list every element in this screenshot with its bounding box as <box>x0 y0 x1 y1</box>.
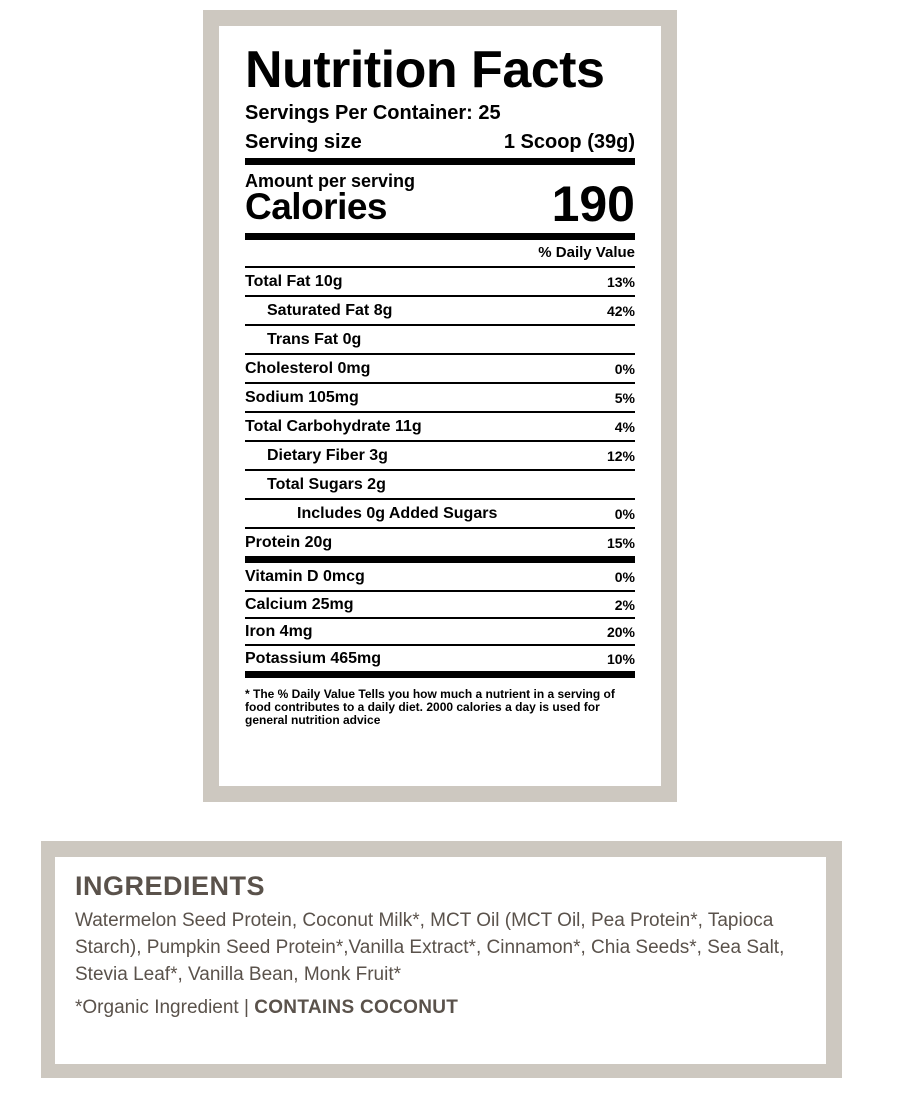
nutrition-label <box>219 26 661 786</box>
nutrient-row <box>245 382 635 411</box>
calories-value: 190 <box>551 176 635 232</box>
nutrient-row <box>245 498 635 527</box>
nutrient-row <box>245 266 635 295</box>
vitamin-dv: 0% <box>614 568 635 585</box>
nutrient-dv: 12% <box>606 447 635 464</box>
divider-thick <box>245 671 635 678</box>
serving-size-label: Serving size <box>245 131 362 153</box>
nutrient-name: Trans Fat 0g <box>267 330 362 348</box>
servings-per-container <box>245 100 635 126</box>
ingredients-frame <box>41 841 842 1078</box>
daily-value-footnote: * The % Daily Value Tells you how much a nutrient in a serving of food contributes to a daily diet. 2000 calories a day is used for general nutrition advice <box>245 687 615 727</box>
vitamin-row <box>245 590 635 617</box>
nutrient-dv: 13% <box>606 273 635 290</box>
nutrition-label-frame <box>203 10 677 802</box>
serving-size-value: 1 Scoop (39g) <box>503 131 635 153</box>
calories-label: Calories <box>245 186 388 227</box>
nutrition-title: Nutrition Facts <box>245 41 605 99</box>
vitamin-row <box>245 563 635 590</box>
vitamin-dv: 20% <box>606 623 635 640</box>
vitamin-dv: 2% <box>614 596 635 613</box>
nutrient-dv: 5% <box>614 389 635 406</box>
contains-warning: CONTAINS COCONUT <box>254 997 459 1018</box>
nutrient-row <box>245 324 635 353</box>
nutrient-name: Total Fat 10g <box>245 272 343 290</box>
vitamin-dv: 10% <box>606 650 635 667</box>
nutrient-name: Saturated Fat 8g <box>267 301 393 319</box>
nutrient-name: Cholesterol 0mg <box>245 359 371 377</box>
nutrient-name: Total Sugars 2g <box>267 475 386 493</box>
nutrient-name: Total Carbohydrate 11g <box>245 417 422 435</box>
nutrient-name: Protein 20g <box>245 533 333 551</box>
allergen-note <box>75 996 806 1020</box>
nutrient-row <box>245 527 635 556</box>
vitamin-name: Vitamin D 0mcg <box>245 567 365 585</box>
nutrient-dv: 42% <box>606 302 635 319</box>
nutrient-row <box>245 440 635 469</box>
nutrient-dv: 15% <box>606 534 635 551</box>
nutrient-row <box>245 469 635 498</box>
ingredients-title: INGREDIENTS <box>75 871 266 901</box>
amount-per-serving: Amount per serving <box>245 171 416 191</box>
vitamin-row <box>245 617 635 644</box>
ingredients-list: Watermelon Seed Protein, Coconut Milk*, MCT Oil (MCT Oil, Pea Protein*, Tapioca Starch), Pumpkin Seed Protein*,Vanilla Extract*, Cinnamon*, Chia Seeds*, Sea Salt, Stevia Leaf*, Vanilla Bean, Monk Fruit* <box>75 910 785 985</box>
nutrient-name: Includes 0g Added Sugars <box>297 504 498 522</box>
nutrient-dv: 0% <box>614 505 635 522</box>
ingredients-panel <box>55 857 826 1064</box>
nutrient-row <box>245 295 635 324</box>
nutrient-row <box>245 353 635 382</box>
servings-per-container-text: Servings Per Container: 25 <box>245 102 501 124</box>
nutrient-name: Sodium 105mg <box>245 388 359 406</box>
daily-value-header: % Daily Value <box>538 244 635 261</box>
divider-thick <box>245 556 635 563</box>
vitamin-row <box>245 644 635 671</box>
vitamin-name: Potassium 465mg <box>245 649 382 667</box>
vitamin-name: Calcium 25mg <box>245 595 354 613</box>
nutrient-dv: 0% <box>614 360 635 377</box>
organic-note: *Organic Ingredient | <box>75 997 255 1018</box>
divider-thick <box>245 233 635 240</box>
divider-thick <box>245 158 635 165</box>
serving-size-row <box>245 126 635 158</box>
vitamin-name: Iron 4mg <box>245 622 313 640</box>
nutrient-name: Dietary Fiber 3g <box>267 446 388 464</box>
nutrient-row <box>245 411 635 440</box>
nutrient-dv: 4% <box>614 418 635 435</box>
